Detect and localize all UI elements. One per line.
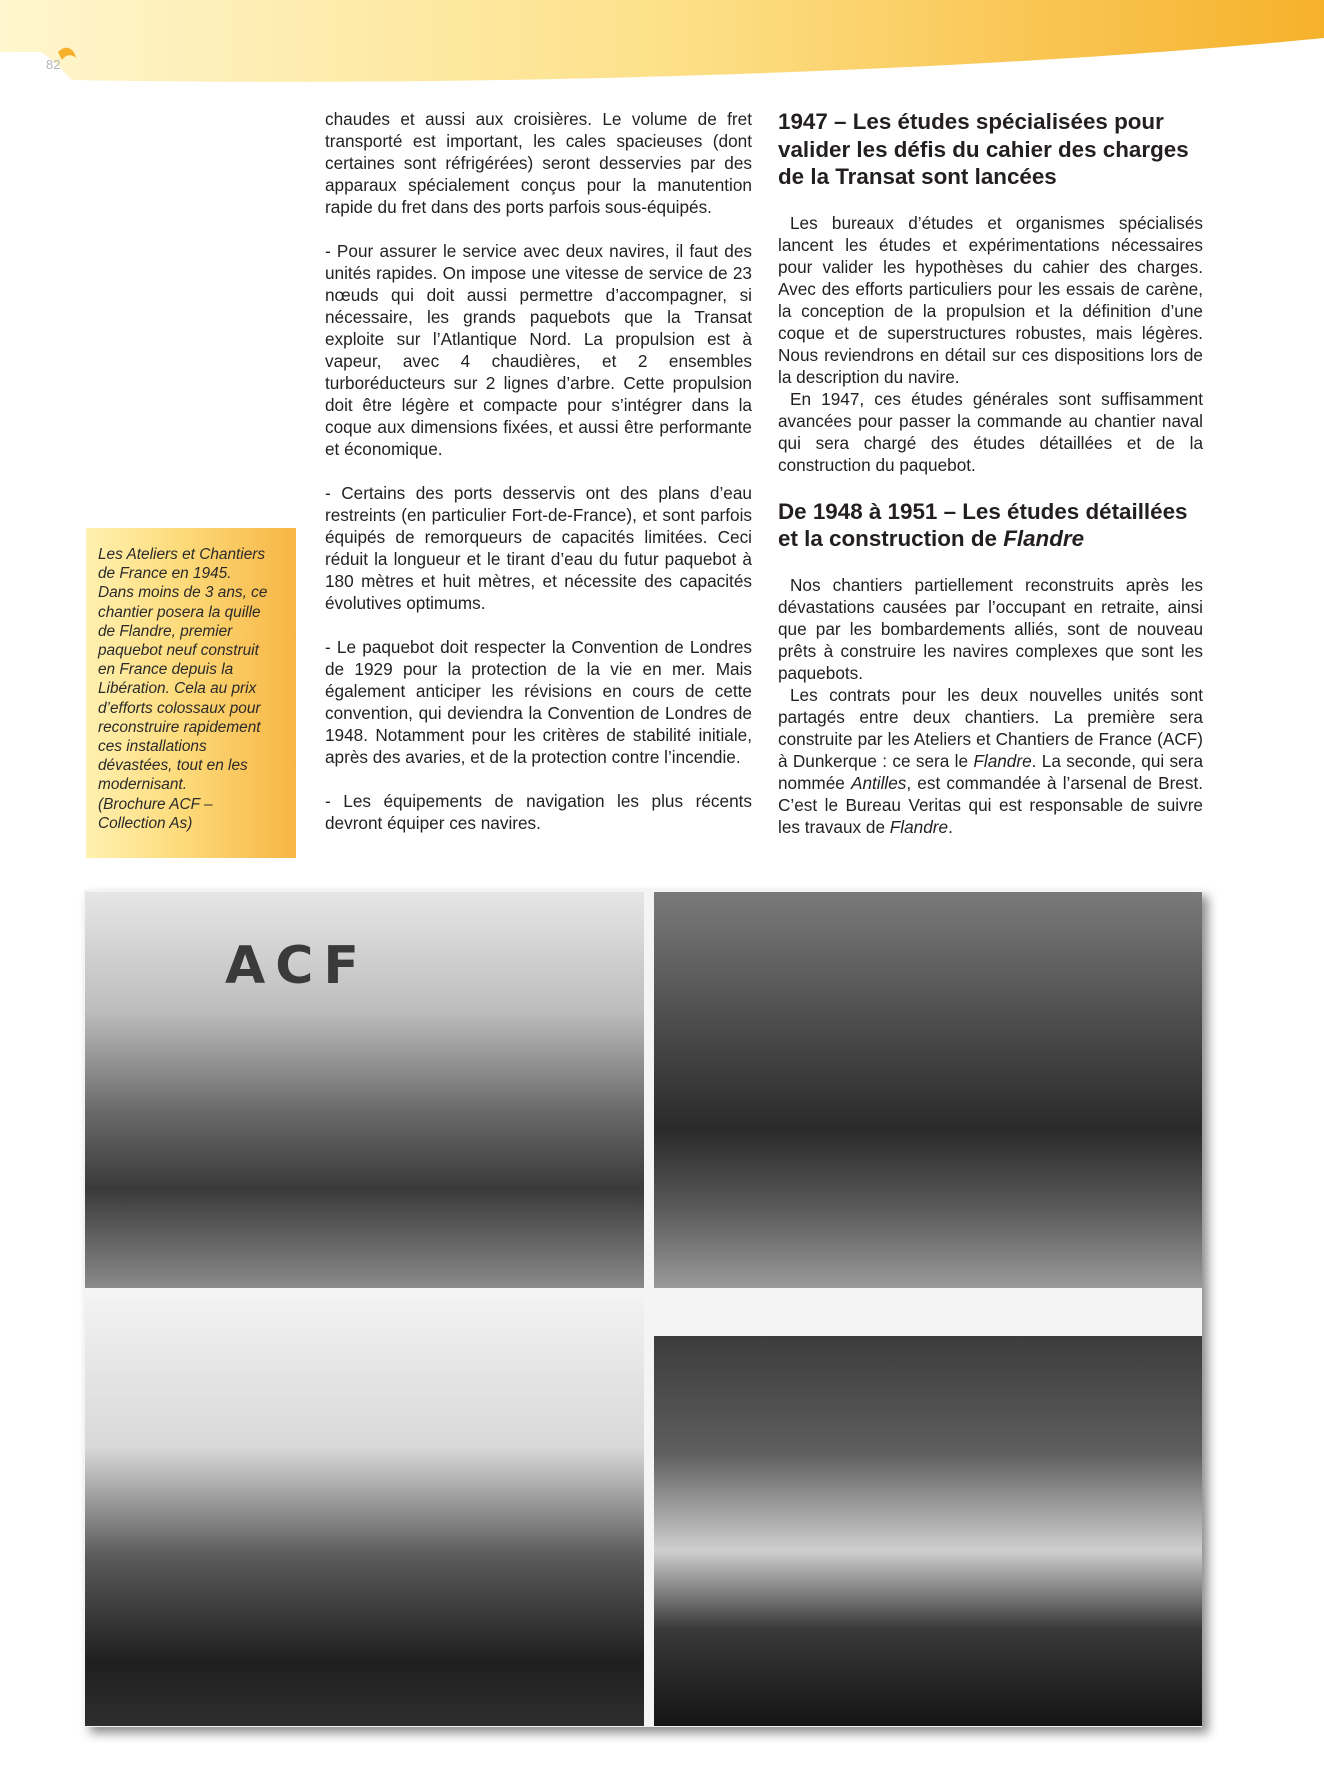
paragraph: chaudes et aussi aux croisières. Le volume de fret transporté est important, les cales spacieuses (dont certaines sont réfrigérées) seront desservies par des apparaux spécialement conçus pour la manutention rapide du fret dans des ports parfois sous-équipés. [325, 109, 752, 217]
section-heading-1948-1951 [778, 498, 1203, 553]
paragraph: - Certains des ports desservis ont des plans d’eau restreints (en particulier Fort-de-France), et sont parfois équipés de remorqueurs de capacités limitées. Ceci réduit la longueur et le tirant d’eau du futur paquebot à 180 mètres et huit mètres, et nécessite des capacités évolutives optimums. [325, 483, 752, 613]
text-run: . [948, 816, 953, 837]
text-run: , est commandée à l’arsenal de Brest. C’est le Bureau Veritas qui est responsable de suivre les travaux de [778, 772, 1203, 837]
paragraph: - Les équipements de navigation les plus récents devront équiper ces navires. [325, 791, 752, 833]
photo-ruined-steel-framework [85, 1298, 644, 1726]
paragraph: - Pour assurer le service avec deux navires, il faut des unités rapides. On impose une vitesse de service de 23 nœuds qui doit aussi permettre d’accompagner, si nécessaire, les grands paquebots que la Transat exploite sur l’Atlantique Nord. La propulsion est à vapeur, avec 4 chaudières, et 2 ensembles turboréducteurs sur 2 lignes d’arbre. Cette propulsion doit être légère et compacte pour s’intégrer dans la coque aux dimensions fixées, et aussi être performante et économique. [325, 241, 752, 459]
section-heading-1947: 1947 – Les études spécialisées pour valider les défis du cahier des charges de la Transat sont lancées [778, 109, 1189, 189]
paragraph: Nos chantiers partiellement reconstruits après les dévastations causées par l’occupant en retraite, ainsi que par les bombardements alliés, sont de nouveau prêts à construire les navires complexes que sont les paquebots. [778, 574, 1203, 683]
ship-name: Antilles [851, 772, 907, 793]
text-run: . La seconde, qui sera nommée [778, 750, 1203, 793]
photo-collage [84, 890, 1202, 1727]
paragraph: - Le paquebot doit respecter la Convention de Londres de 1929 pour la protection de la vie en mer. Mais également anticiper les révisions en cours de cette convention, qui deviendra la Convention de Londres de 1948. Notamment pour les critères de stabilité initiale, après des avaries, et de la protection contre l’incendie. [325, 637, 752, 767]
ship-name: Flandre [1003, 526, 1085, 551]
acf-sign: ACF [225, 936, 369, 996]
header-band [0, 0, 1324, 90]
right-column [778, 108, 1203, 838]
middle-column [325, 108, 752, 856]
paragraph [778, 684, 1203, 838]
photo-caption: Les Ateliers et Chantiers de France en 1945. Dans moins de 3 ans, ce chantier posera la quille de Flandre, premier paquebot neuf construit en France depuis la Libération. Cela au prix d’efforts colossaux pour reconstruire rapidement ces installations dévastées, tout en les modernisant. (Brochure ACF – Collection As) [98, 546, 268, 832]
paragraph: Les bureaux d’études et organismes spécialisés lancent les études et expérimentations nécessaires pour valider les hypothèses du cahier des charges. Avec des efforts particuliers pour les essais de carène, la conception de la propulsion et la définition d’une coque et de superstructures robustes, mais légères. Nous reviendrons en détail sur ces dispositions lors de la description du navire. [778, 212, 1203, 387]
paragraph: En 1947, ces études générales sont suffisamment avancées pour passer la commande au chantier naval qui sera chargé des études détaillées et de la construction du paquebot. [778, 388, 1203, 475]
photo-caption-box [86, 528, 296, 858]
photo-damaged-acf-building [85, 892, 644, 1288]
heading-text: De 1948 à 1951 – Les études détaillées et la construction de [778, 498, 1188, 551]
ship-name: Flandre [973, 750, 1032, 771]
photo-workshop-hall-interior [654, 1336, 1202, 1726]
page-number: 82 [46, 57, 61, 72]
photo-damaged-workshop-machinery [654, 892, 1202, 1288]
text-run: Les contrats pour les deux nouvelles unités sont partagés entre deux chantiers. La première sera construite par les Ateliers et Chantiers de France (ACF) à Dunkerque : ce sera le [778, 684, 1203, 771]
ship-name: Flandre [889, 816, 949, 837]
